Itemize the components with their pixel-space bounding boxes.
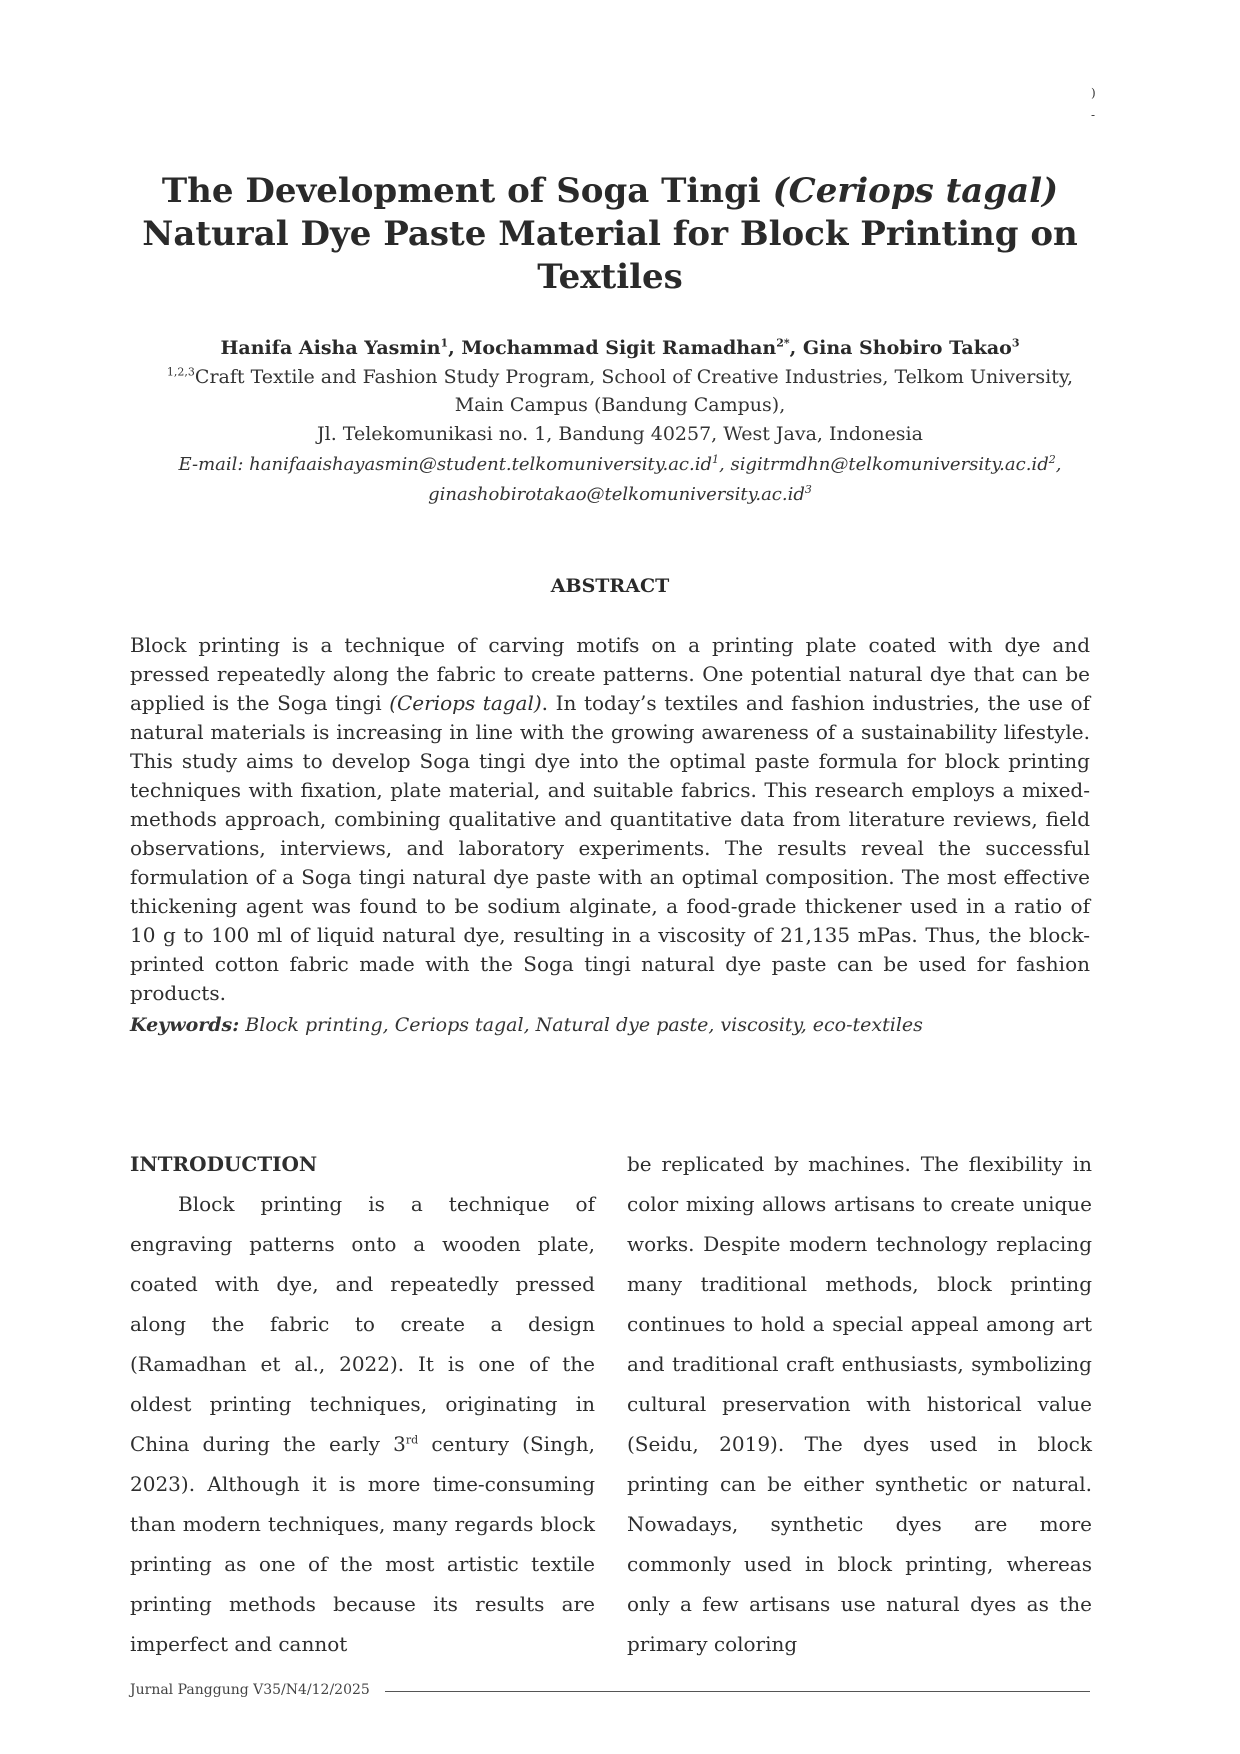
introduction-paragraph-right: be replicated by machines. The flexibility in color mixing allows artisans to create unique works. Despite modern technology replacing many traditional methods, block printing continues to hold a special appeal among art and traditional craft enthusiasts, symbolizing cultural preservation with historical value (Seidu, 2019). The dyes used in block printing can be either synthetic or natural. Nowadays, synthetic dyes are more commonly used in block printing, whereas only a few artisans use natural dyes as the primary coloring (627, 1152, 1092, 1656)
corner-mark-top: ) (1091, 86, 1096, 100)
email-line-2: $ginashobirotakao@telkomuniversity.ac.id^3$ (428, 483, 812, 505)
introduction-right-column (627, 1144, 1092, 1664)
affiliation-line-2: Main Campus (Bandung Campus), (454, 394, 786, 416)
keywords (130, 1014, 1090, 1036)
affiliation-line-3: Jl. Telekomunikasi no. 1, Bandung 40257, West Java, Indonesia (317, 423, 923, 445)
title-line-1: The Development of Soga Tingi (Ceriops tagal) (161, 171, 1059, 211)
paper-title (130, 170, 1090, 299)
keywords-list: Block printing, Ceriops tagal, Natural dye paste, viscosity, eco-textiles (239, 1014, 923, 1036)
title-line-3: Textiles (537, 257, 683, 297)
corner-mark-bottom: - (1091, 108, 1096, 122)
affiliation-line-1: $^{1,2,3}$Craft Textile and Fashion Study Program, School of Creative Industries, Telkom University, (166, 365, 1074, 388)
keywords-label: Keywords: (130, 1014, 240, 1036)
footer-rule (385, 1691, 1090, 1692)
abstract-heading: ABSTRACT (550, 575, 670, 597)
introduction-left-column (130, 1144, 595, 1664)
abstract-text: Block printing is a technique of carving motifs on a printing plate coated with dye and pressed repeatedly along the fabric to create patterns. One potential natural dye that can be applied is the Soga tingi (Ceriops tagal). In today’s textiles and fashion industries, the use of natural materials is increasing in line with the growing awareness of a sustainability lifestyle. This study aims to develop Soga tingi dye into the optimal paste formula for block printing techniques with fixation, plate material, and suitable fabrics. This research employs a mixed-methods approach, combining qualitative and quantitative data from literature reviews, field observations, interviews, and laboratory experiments. The results reveal the successful formulation of a Soga tingi natural dye paste with an optimal composition. The most effective thickening agent was found to be sodium alginate, a food-grade thickener used in a ratio of 10 g to 100 ml of liquid natural dye, resulting in a viscosity of 21,135 mPas. Thus, the block-printed cotton fabric made with the Soga tingi natural dye paste can be used for fashion products. (130, 633, 1090, 1005)
title-line-2: Natural Dye Paste Material for Block Printing on (142, 214, 1078, 254)
email-line-1: E-mail: $hanifaaishayasmin@student.telkomuniversity.ac.id^1$, $sigitrmdhn@telkomuniversity.ac.id^2$, (178, 453, 1062, 475)
author-list: Hanifa Aisha Yasmin$^1$, Mochammad Sigit Ramadhan$^{2*}$, Gina Shobiro Takao$^3$ (220, 336, 1020, 359)
introduction-paragraph-left: Block printing is a technique of engraving patterns onto a wooden plate, coated with dye, and repeatedly pressed along the fabric to create a design (Ramadhan et al., 2022). It is one of the oldest printing techniques, originating in China during the early 3rd century (Singh, 2023). Although it is more time-consuming than modern techniques, many regards block printing as one of the most artistic textile printing methods because its results are imperfect and cannot (130, 1192, 595, 1656)
introduction-heading: INTRODUCTION (130, 1152, 318, 1176)
journal-footer: Jurnal Panggung V35/N4/12/2025 (130, 1682, 370, 1698)
